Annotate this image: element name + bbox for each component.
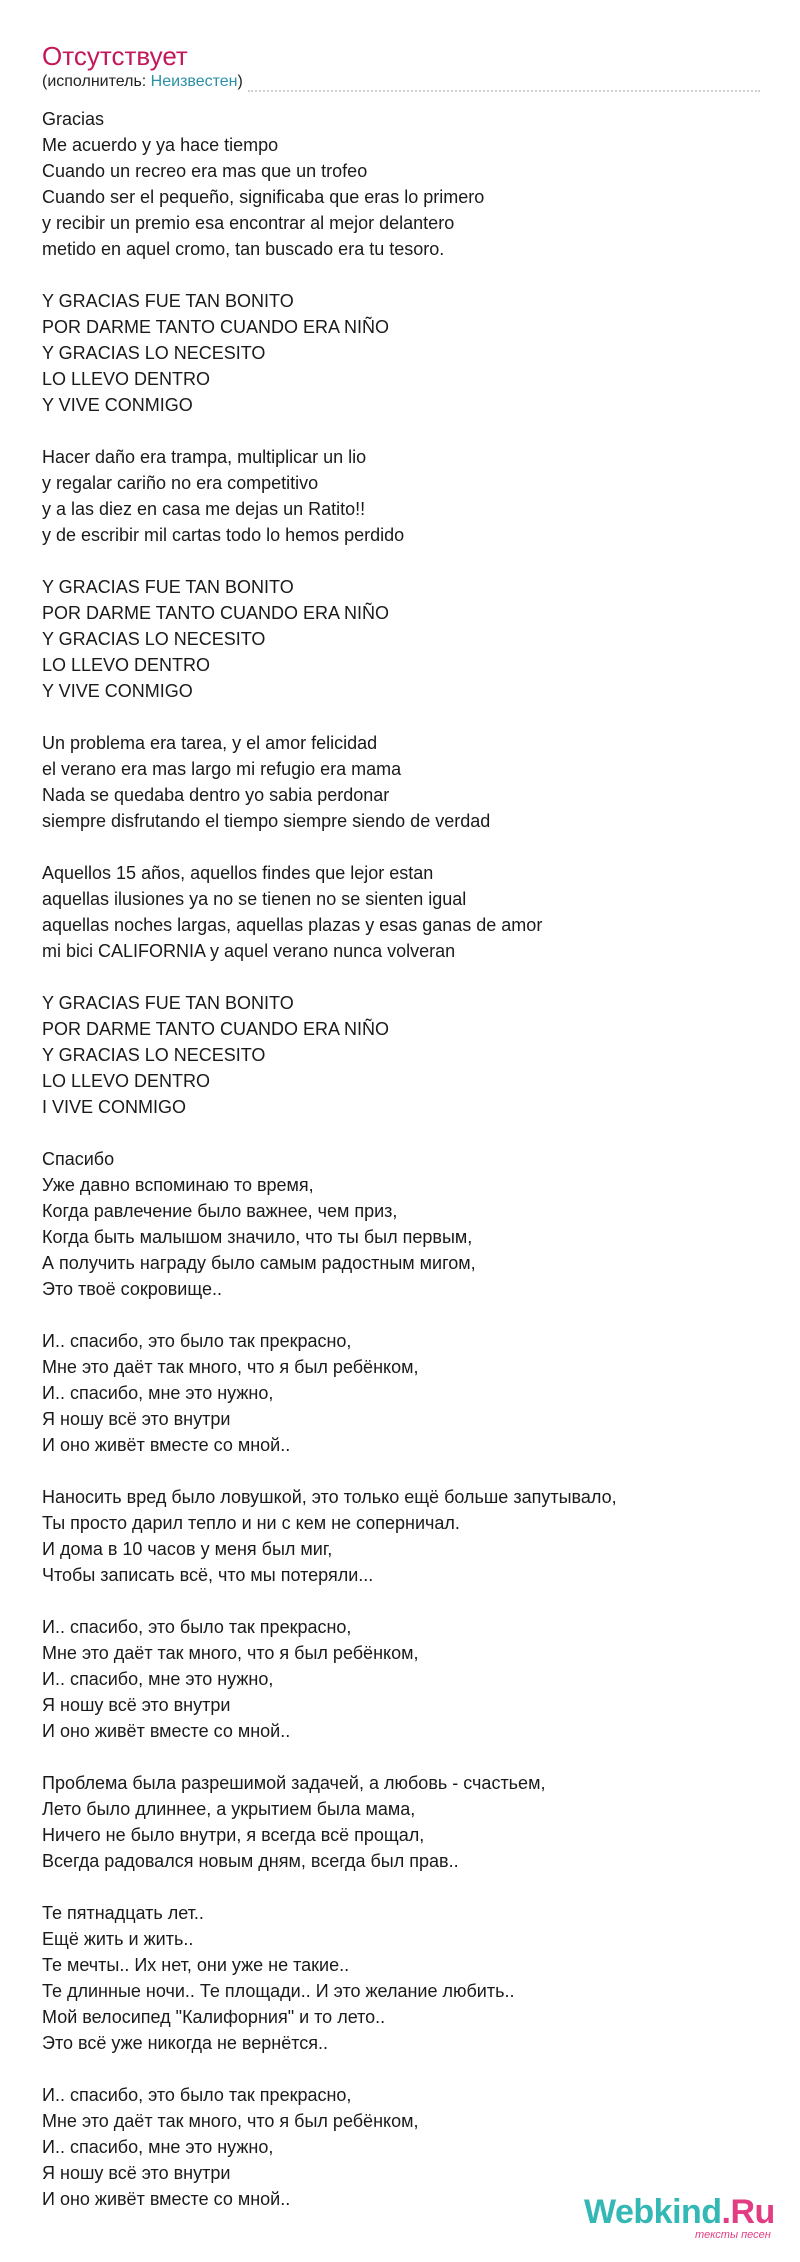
lyrics-stanza — [42, 1614, 762, 1744]
artist-suffix: ) — [237, 73, 243, 90]
lyrics-line: Y GRACIAS FUE TAN BONITO — [42, 577, 294, 597]
lyrics-line: y regalar cariño no era competitivo — [42, 473, 319, 493]
lyrics-line: И.. спасибо, это было так прекрасно, — [42, 1331, 352, 1351]
lyrics-line: POR DARME TANTO CUANDO ERA NIÑO — [42, 1019, 390, 1039]
lyrics-stanza — [42, 990, 762, 1120]
lyrics-line: Лето было длиннее, а укрытием была мама, — [42, 1799, 416, 1819]
lyrics-body — [42, 106, 762, 2238]
lyrics-stanza — [42, 574, 762, 704]
lyrics-stanza — [42, 860, 762, 964]
lyrics-line: Я ношу всё это внутри — [42, 2163, 231, 2183]
lyrics-line: aquellas ilusiones ya no se tienen no se sienten igual — [42, 889, 467, 909]
lyrics-line: А получить награду было самым радостным мигом, — [42, 1253, 476, 1273]
logo-main-text: Webkind — [584, 2193, 722, 2231]
lyrics-line: Ещё жить и жить.. — [42, 1929, 194, 1949]
lyrics-line: Nada se quedaba dentro yo sabia perdonar — [42, 785, 390, 805]
lyrics-line: Y VIVE CONMIGO — [42, 395, 193, 415]
lyrics-line: y recibir un premio esa encontrar al mejor delantero — [42, 213, 455, 233]
lyrics-line: Hacer daño era trampa, multiplicar un lio — [42, 447, 367, 467]
site-logo[interactable] — [584, 2193, 775, 2241]
lyrics-line: POR DARME TANTO CUANDO ERA NIÑO — [42, 603, 390, 623]
lyrics-stanza — [42, 730, 762, 834]
lyrics-line: Ничего не было внутри, я всегда всё прощал, — [42, 1825, 425, 1845]
lyrics-line: el verano era mas largo mi refugio era mama — [42, 759, 402, 779]
artist-link[interactable]: Неизвестен — [150, 73, 238, 90]
logo-tld: .Ru — [721, 2193, 775, 2231]
lyrics-line: Когда равлечение было важнее, чем приз, — [42, 1201, 398, 1221]
lyrics-line: LO LLEVO DENTRO — [42, 1071, 211, 1091]
lyrics-line: Мне это даёт так много, что я был ребёнком, — [42, 2111, 419, 2131]
lyrics-stanza — [42, 1328, 762, 1458]
lyrics-line: И оно живёт вместе со мной.. — [42, 1721, 291, 1741]
lyrics-line: Те пятнадцать лет.. — [42, 1903, 204, 1923]
lyrics-line: Наносить вред было ловушкой, это только ещё больше запутывало, — [42, 1487, 617, 1507]
lyrics-line: Я ношу всё это внутри — [42, 1409, 231, 1429]
lyrics-line: Мне это даёт так много, что я был ребёнком, — [42, 1357, 419, 1377]
lyrics-line: Ты просто дарил тепло и ни с кем не соперничал. — [42, 1513, 460, 1533]
lyrics-stanza — [42, 288, 762, 418]
lyrics-line: И.. спасибо, мне это нужно, — [42, 2137, 274, 2157]
lyrics-stanza — [42, 1900, 762, 2056]
lyrics-stanza — [42, 1770, 762, 1874]
lyrics-line: И.. спасибо, мне это нужно, — [42, 1669, 274, 1689]
lyrics-line: Когда быть малышом значило, что ты был первым, — [42, 1227, 473, 1247]
song-title: Отсутствует — [42, 41, 188, 71]
lyrics-line: Y GRACIAS FUE TAN BONITO — [42, 993, 294, 1013]
lyrics-line: metido en aquel cromo, tan buscado era tu tesoro. — [42, 239, 445, 259]
lyrics-line: Всегда радовался новым дням, всегда был прав.. — [42, 1851, 459, 1871]
artist-prefix: (исполнитель: — [42, 73, 151, 90]
logo-wordmark — [584, 2193, 775, 2231]
lyrics-line: Я ношу всё это внутри — [42, 1695, 231, 1715]
lyrics-line: mi bici CALIFORNIA y aquel verano nunca volveran — [42, 941, 456, 961]
lyrics-stanza — [42, 1146, 762, 1302]
lyrics-line: Aquellos 15 años, aquellos findes que lejor estan — [42, 863, 434, 883]
lyrics-line: И.. спасибо, это было так прекрасно, — [42, 2085, 352, 2105]
lyrics-line: siempre disfrutando el tiempo siempre siendo de verdad — [42, 811, 491, 831]
lyrics-line: И дома в 10 часов у меня был миг, — [42, 1539, 333, 1559]
lyrics-line: Y VIVE CONMIGO — [42, 681, 193, 701]
lyrics-line: I VIVE CONMIGO — [42, 1097, 187, 1117]
lyrics-line: Y GRACIAS LO NECESITO — [42, 629, 266, 649]
lyrics-line: Cuando un recreo era mas que un trofeo — [42, 161, 368, 181]
lyrics-line: Cuando ser el pequeño, significaba que eras lo primero — [42, 187, 485, 207]
logo-tagline: тексты песен — [694, 2229, 771, 2241]
lyrics-line: Gracias — [42, 109, 105, 129]
lyrics-line: Те длинные ночи.. Те площади.. И это желание любить.. — [42, 1981, 515, 2001]
lyrics-line: aquellas noches largas, aquellas plazas y esas ganas de amor — [42, 915, 543, 935]
lyrics-line: LO LLEVO DENTRO — [42, 655, 211, 675]
lyrics-line: y de escribir mil cartas todo lo hemos perdido — [42, 525, 405, 545]
lyrics-line: Y GRACIAS FUE TAN BONITO — [42, 291, 294, 311]
lyrics-line: Un problema era tarea, y el amor felicidad — [42, 733, 378, 753]
lyrics-line: POR DARME TANTO CUANDO ERA NIÑO — [42, 317, 390, 337]
lyrics-line: Чтобы записать всё, что мы потеряли... — [42, 1565, 374, 1585]
lyrics-line: Уже давно вспоминаю то время, — [42, 1175, 314, 1195]
lyrics-stanza — [42, 1484, 762, 1588]
lyrics-line: И оно живёт вместе со мной.. — [42, 1435, 291, 1455]
lyrics-line: И.. спасибо, мне это нужно, — [42, 1383, 274, 1403]
lyrics-line: Это всё уже никогда не вернётся.. — [42, 2033, 329, 2053]
lyrics-line: Те мечты.. Их нет, они уже не такие.. — [42, 1955, 350, 1975]
lyrics-line: Me acuerdo y ya hace tiempo — [42, 135, 279, 155]
dotted-separator — [248, 90, 760, 92]
lyrics-line: Мне это даёт так много, что я был ребёнком, — [42, 1643, 419, 1663]
artist-line — [42, 72, 243, 92]
lyrics-line: Y GRACIAS LO NECESITO — [42, 1045, 266, 1065]
lyrics-stanza — [42, 106, 762, 262]
lyrics-line: Мой велосипед "Калифорния" и то лето.. — [42, 2007, 386, 2027]
lyrics-line: Y GRACIAS LO NECESITO — [42, 343, 266, 363]
lyrics-line: Проблема была разрешимой задачей, а любовь - счастьем, — [42, 1773, 546, 1793]
lyrics-line: И оно живёт вместе со мной.. — [42, 2189, 291, 2209]
lyrics-line: Это твоё сокровище.. — [42, 1279, 222, 1299]
lyrics-line: y a las diez en casa me dejas un Ratito!! — [42, 499, 366, 519]
lyrics-line: Спасибо — [42, 1149, 115, 1169]
lyrics-stanza — [42, 444, 762, 548]
lyrics-line: LO LLEVO DENTRO — [42, 369, 211, 389]
lyrics-line: И.. спасибо, это было так прекрасно, — [42, 1617, 352, 1637]
